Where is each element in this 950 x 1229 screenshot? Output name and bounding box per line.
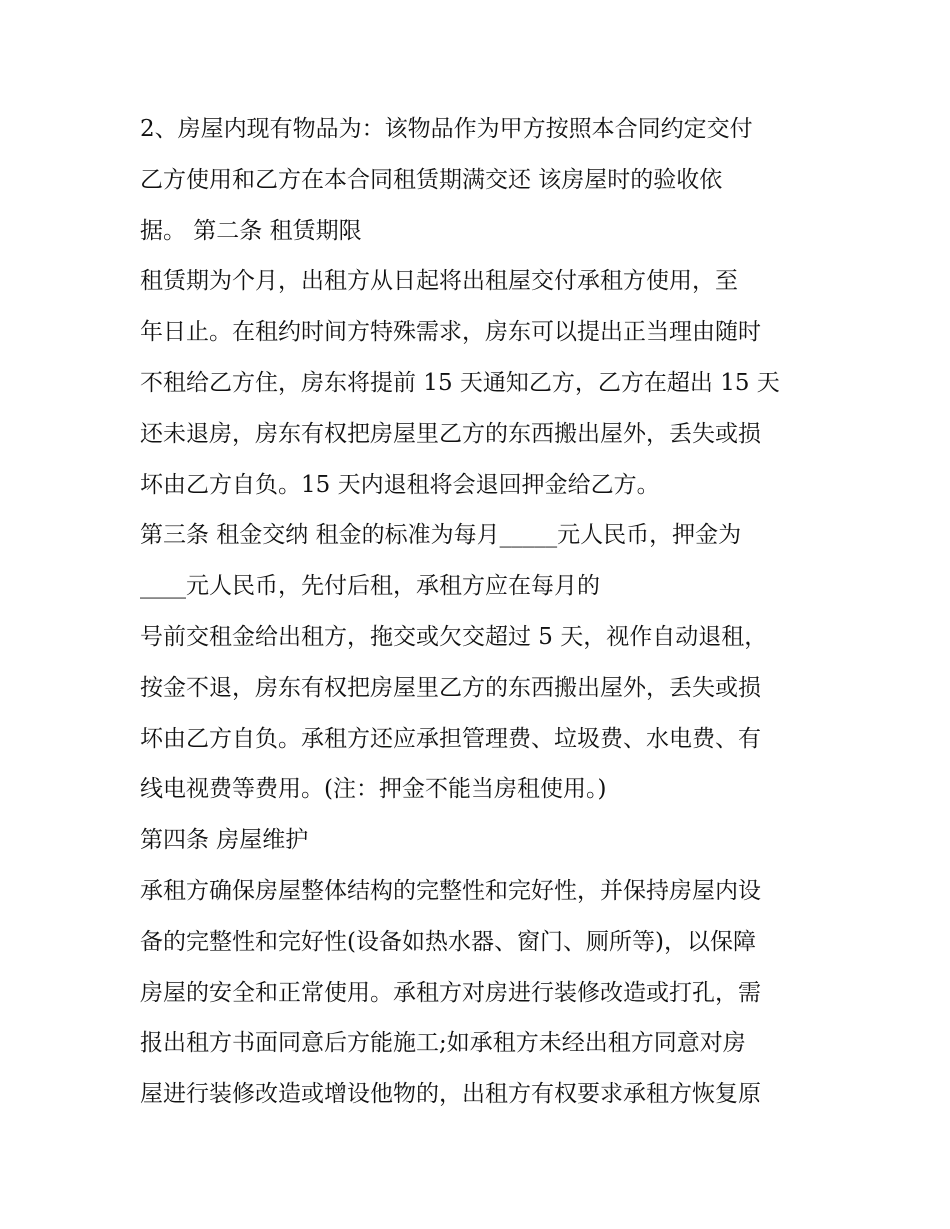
text-line: 屋进行装修改造或增设他物的，出租方有权要求承租方恢复原 — [140, 1081, 761, 1107]
text-line: 据。 第二条 租赁期限 — [140, 218, 362, 244]
text-line: 线电视费等费用。(注：押金不能当房租使用。) — [140, 776, 607, 802]
text-line: 承租方确保房屋整体结构的完整性和完好性，并保持房屋内设 — [140, 878, 761, 904]
text-line: ____元人民币，先付后租，承租方应在每月的 — [140, 573, 600, 599]
text-line: 坏由乙方自负。承租方还应承担管理费、垃圾费、水电费、有 — [140, 726, 761, 752]
text-line: 备的完整性和完好性(设备如热水器、窗门、厕所等)，以保障 — [140, 929, 756, 955]
text-line: 不租给乙方住，房东将提前 15 天通知乙方，乙方在超出 15 天 — [140, 370, 780, 396]
text-line: 房屋的安全和正常使用。承租方对房进行装修改造或打孔，需 — [140, 980, 761, 1006]
text-line: 乙方使用和乙方在本合同租赁期满交还 该房屋时的验收依 — [140, 167, 723, 193]
text-line: 2、房屋内现有物品为：该物品作为甲方按照本合同约定交付 — [140, 116, 753, 142]
text-line: 按金不退，房东有权把房屋里乙方的东西搬出屋外，丢失或损 — [140, 675, 761, 701]
text-line: 报出租方书面同意后方能施工;如承租方未经出租方同意对房 — [140, 1030, 746, 1056]
text-line: 号前交租金给出租方，拖交或欠交超过 5 天，视作自动退租， — [140, 624, 768, 650]
text-line: 年日止。在租约时间方特殊需求，房东可以提出正当理由随时 — [140, 319, 761, 345]
section-heading: 第四条 房屋维护 — [140, 827, 309, 853]
text-line: 租赁期为个月，出租方从日起将出租屋交付承租方使用，至 — [140, 268, 738, 294]
text-line: 第三条 租金交纳 租金的标准为每月_____元人民币，押金为 — [140, 522, 742, 548]
text-line: 坏由乙方自负。15 天内退租将会退回押金给乙方。 — [140, 472, 660, 498]
text-line: 还未退房，房东有权把房屋里乙方的东西搬出屋外，丢失或损 — [140, 421, 761, 447]
